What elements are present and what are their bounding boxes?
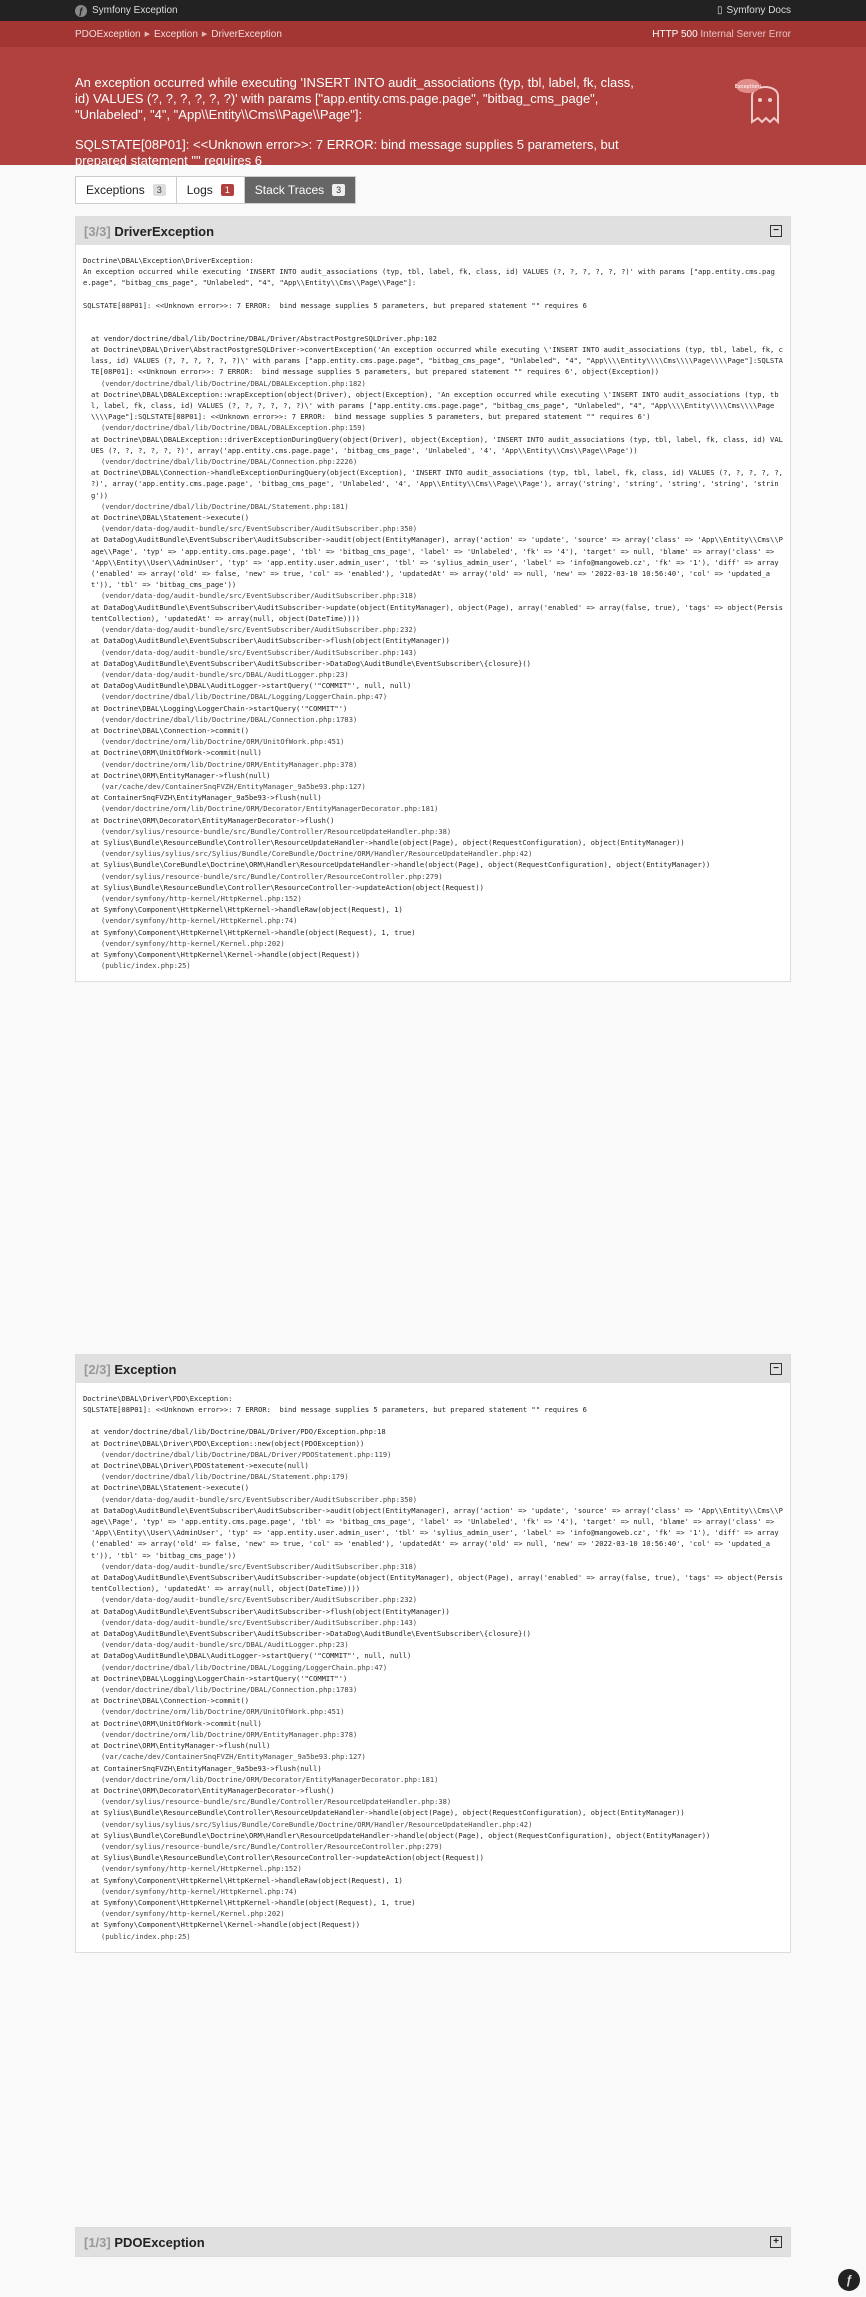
trace-spacer xyxy=(83,1415,783,1426)
collapse-icon[interactable]: − xyxy=(770,1363,782,1375)
trace-call-line: at DataDog\AuditBundle\EventSubscriber\AuditSubscriber->audit(object(EntityManager), array('action' => 'update', 'source' => array('class' => 'App\\Entity\\Cms\\Page\\Page', 'typ' => 'app.entity.cms.page.page', 'tbl' => 'bitbag_cms_page', 'label' => 'Unlabeled', 'fk' => '4'), 'target' => null, 'blame' => array('class' => 'App\\Entity\\User\\AdminUser', 'typ' => 'app.entity.user.admin_user', 'tbl' => 'sylius_admin_user', 'label' => 'info@mangoweb.cz', 'fk' => '1'), 'diff' => array('enabled' => array('old' => false, 'new' => true, 'col' => 'enabled'), 'updatedAt' => array('old' => null, 'new' => '2022-03-10 10:56:40', 'col' => 'updated_at')), 'tbl' => 'bitbag_cms_page')) xyxy=(91,535,783,590)
tab-logs[interactable] xyxy=(177,177,245,203)
trace-file-line: (vendor/doctrine/orm/lib/Doctrine/ORM/EntityManager.php:378) xyxy=(101,1729,358,1739)
exception-message-sqlstate: SQLSTATE[08P01]: <<Unknown error>>: 7 ERROR: bind message supplies 5 parameters, but prepared statement "" requires 6 xyxy=(75,137,619,168)
brand[interactable] xyxy=(75,5,178,17)
trace-file-line: (vendor/doctrine/orm/lib/Doctrine/ORM/UnitOfWork.php:451) xyxy=(101,737,345,747)
trace-call-line: at DataDog\AuditBundle\EventSubscriber\AuditSubscriber->audit(object(EntityManager), array('action' => 'update', 'source' => array('class' => 'App\\Entity\\Cms\\Page\\Page', 'typ' => 'app.entity.cms.page.page', 'tbl' => 'bitbag_cms_page', 'label' => 'Unlabeled', 'fk' => '4'), 'target' => null, 'blame' => array('class' => 'App\\Entity\\User\\AdminUser', 'typ' => 'app.entity.user.admin_user', 'tbl' => 'sylius_admin_user', 'label' => 'info@mangoweb.cz', 'fk' => '1'), 'diff' => array('enabled' => array('old' => false, 'new' => true, 'col' => 'enabled'), 'updatedAt' => array('old' => null, 'new' => '2022-03-10 10:56:40', 'col' => 'updated_at')), 'tbl' => 'bitbag_cms_page')) xyxy=(91,1505,783,1560)
trace-file-line: (vendor/data-dog/audit-bundle/src/DBAL/AuditLogger.php:23) xyxy=(101,1640,349,1650)
tab-label: Exceptions xyxy=(86,183,145,197)
breadcrumb-item[interactable]: DriverException xyxy=(211,28,282,40)
trace-file-line: (vendor/data-dog/audit-bundle/src/EventSubscriber/AuditSubscriber.php:350) xyxy=(101,524,418,534)
trace-call-line: at Symfony\Component\HttpKernel\HttpKernel->handle(object(Request), 1, true) xyxy=(91,1897,416,1907)
trace-file-line: (vendor/sylius/resource-bundle/src/Bundle/Controller/ResourceUpdateHandler.php:38) xyxy=(101,826,452,836)
trace-call-line: at Symfony\Component\HttpKernel\HttpKernel->handle(object(Request), 1, true) xyxy=(91,927,416,937)
trace-file-line: (var/cache/dev/ContainerSnqFVZH/EntityManager_9a5be93.php:127) xyxy=(101,1752,366,1762)
trace-call-line: at DataDog\AuditBundle\EventSubscriber\AuditSubscriber->DataDog\AuditBundle\EventSubscriber\{closure}() xyxy=(91,1629,531,1639)
trace-file-line: (vendor/doctrine/dbal/lib/Doctrine/DBAL/Connection.php:1783) xyxy=(101,714,358,724)
count-badge: 1 xyxy=(221,184,234,196)
trace-spacer xyxy=(83,311,783,322)
trace-call-line: at DataDog\AuditBundle\EventSubscriber\AuditSubscriber->update(object(EntityManager), object(Page), array('enabled' => array(false, true), 'tags' => object(PersistentCollection), 'updatedAt' => array(null, object(DateTime)))) xyxy=(91,602,783,623)
exception-message-line: An exception occurred while executing 'INSERT INTO audit_associations (typ, tbl, label, fk, class, id) VALUES (?, ?, ?, ?, ?, ?)' with params ["app.entity.cms.page.page", "bitbag_cms_page", "Unlabeled", "4", "App\\Entity\\Cms\\Page\\Page"]: xyxy=(75,75,634,122)
trace-call-line: at DataDog\AuditBundle\DBAL\AuditLogger->startQuery('"COMMIT"', null, null) xyxy=(91,1651,412,1661)
tab-exceptions[interactable] xyxy=(76,177,177,203)
http-text: Internal Server Error xyxy=(700,28,791,40)
error-header xyxy=(0,21,866,168)
breadcrumb xyxy=(0,21,866,47)
trace-file-line: (vendor/doctrine/dbal/lib/Doctrine/DBAL/Statement.php:179) xyxy=(101,1472,349,1482)
count-badge: 3 xyxy=(153,184,166,196)
trace-file-line: (vendor/doctrine/orm/lib/Doctrine/ORM/Decorator/EntityManagerDecorator.php:181) xyxy=(101,1774,439,1784)
svg-text:Exception!: Exception! xyxy=(734,84,762,90)
trace-file-line: (var/cache/dev/ContainerSnqFVZH/EntityManager_9a5be93.php:127) xyxy=(101,781,366,791)
symfony-logo-icon: ƒ xyxy=(75,5,87,17)
brand-label: Symfony Exception xyxy=(92,5,178,16)
trace-call-line: at Doctrine\DBAL\Driver\PDOStatement->execute(null) xyxy=(91,1461,309,1471)
exception-message xyxy=(0,47,720,169)
expand-icon[interactable]: + xyxy=(770,2236,782,2248)
trace-call-line: at Doctrine\DBAL\Logging\LoggerChain->startQuery('"COMMIT"') xyxy=(91,703,348,713)
trace-file-line: (vendor/doctrine/dbal/lib/Doctrine/DBAL/DBALException.php:182) xyxy=(101,378,366,388)
top-bar xyxy=(0,0,866,21)
trace-file-line: (vendor/symfony/http-kernel/HttpKernel.php:152) xyxy=(101,893,302,903)
trace-call-line: at Doctrine\DBAL\Connection->commit() xyxy=(91,1696,250,1706)
trace-text-line: SQLSTATE[08P01]: <<Unknown error>>: 7 ERROR: bind message supplies 5 parameters, but prepared statement "" requires 6 xyxy=(83,300,587,310)
chevron-right-icon: ▶ xyxy=(144,31,150,38)
trace-call-line: at Doctrine\DBAL\Connection->commit() xyxy=(91,725,250,735)
trace-call-line: at DataDog\AuditBundle\EventSubscriber\AuditSubscriber->flush(object(EntityManager)) xyxy=(91,1606,450,1616)
trace-file-line: (vendor/symfony/http-kernel/HttpKernel.php:74) xyxy=(101,1886,298,1896)
exception-ghost-icon xyxy=(734,76,794,136)
trace-header[interactable] xyxy=(76,1355,790,1383)
book-icon: ▯ xyxy=(717,5,723,16)
trace-file-line: (vendor/data-dog/audit-bundle/src/EventSubscriber/AuditSubscriber.php:318) xyxy=(101,591,418,601)
trace-header[interactable] xyxy=(76,217,790,245)
trace-title: PDOException xyxy=(114,2234,205,2250)
trace-call-line: at Doctrine\ORM\EntityManager->flush(null) xyxy=(91,1741,271,1751)
trace-file-line: (vendor/sylius/resource-bundle/src/Bundle/Controller/ResourceController.php:279) xyxy=(101,871,443,881)
trace-call-line: at Doctrine\ORM\Decorator\EntityManagerDecorator->flush() xyxy=(91,815,335,825)
trace-file-line: (vendor/doctrine/dbal/lib/Doctrine/DBAL/Statement.php:181) xyxy=(101,501,349,511)
trace-header[interactable] xyxy=(76,2228,790,2256)
trace-call-line: at Doctrine\DBAL\Driver\AbstractPostgreSQLDriver->convertException('An exception occurred while executing \'INSERT INTO audit_associations (typ, tbl, label, fk, class, id) VALUES (?, ?, ?, ?, ?, ?)\' with params ["app.entity.cms.page.page", "bitbag_cms_page", "Unlabeled", "4", "App\\\\Entity\\\\Cms\\\\Page\\\\Page"]:SQLSTATE[08P01]: <<Unknown error>>: 7 ERROR: bind message supplies 5 parameters, but prepared statement "" requires 6', object(Exception)) xyxy=(91,345,783,377)
stack-trace-panel xyxy=(75,1354,791,1953)
trace-call-line: at Sylius\Bundle\ResourceBundle\Controller\ResourceController->updateAction(object(Request)) xyxy=(91,1853,484,1863)
trace-call-line: at DataDog\AuditBundle\EventSubscriber\AuditSubscriber->flush(object(EntityManager)) xyxy=(91,636,450,646)
trace-file-line: (vendor/symfony/http-kernel/HttpKernel.php:152) xyxy=(101,1864,302,1874)
chevron-right-icon: ▶ xyxy=(201,31,208,38)
trace-file-line: (vendor/symfony/http-kernel/Kernel.php:202) xyxy=(101,1909,285,1919)
docs-label: Symfony Docs xyxy=(726,5,791,16)
trace-spacer xyxy=(83,322,783,333)
trace-title: DriverException xyxy=(114,223,215,239)
trace-call-line: at ContainerSnqFVZH\EntityManager_9a5be93->flush(null) xyxy=(91,1763,322,1773)
breadcrumb-item[interactable]: PDOException xyxy=(75,28,141,40)
trace-file-line: (vendor/sylius/sylius/src/Sylius/Bundle/CoreBundle/Doctrine/ORM/Handler/ResourceUpdateHandler.php:42) xyxy=(101,849,533,859)
count-badge: 3 xyxy=(332,184,345,196)
trace-file-line: (vendor/sylius/resource-bundle/src/Bundle/Controller/ResourceController.php:279) xyxy=(101,1841,443,1851)
trace-file-line: (public/index.php:25) xyxy=(101,961,191,971)
docs-link[interactable] xyxy=(717,5,791,16)
trace-body xyxy=(76,245,790,981)
trace-file-line: (vendor/data-dog/audit-bundle/src/EventSubscriber/AuditSubscriber.php:143) xyxy=(101,647,418,657)
trace-file-line: (vendor/doctrine/dbal/lib/Doctrine/DBAL/Logging/LoggerChain.php:47) xyxy=(101,1662,388,1672)
trace-call-line: at Doctrine\DBAL\DBALException::wrapException(object(Driver), object(Exception), 'An exception occurred while executing \'INSERT INTO audit_associations (typ, tbl, label, fk, class, id) VALUES (?, ?, ?, ?, ?, ?)\' with params ["app.entity.cms.page.page", "bitbag_cms_page", "Unlabeled", "4", "App\\\\Entity\\\\Cms\\\\Page\\\\Page"]:SQLSTATE[08P01]: <<Unknown error>>: 7 ERROR: bind message supplies 5 parameters, but prepared statement "" requires 6') xyxy=(91,389,779,422)
trace-file-line: (vendor/sylius/sylius/src/Sylius/Bundle/CoreBundle/Doctrine/ORM/Handler/ResourceUpdateHandler.php:42) xyxy=(101,1819,533,1829)
trace-file-line: (vendor/doctrine/dbal/lib/Doctrine/DBAL/Connection.php:2226) xyxy=(101,457,358,467)
trace-text-line: An exception occurred while executing 'INSERT INTO audit_associations (typ, tbl, label, fk, class, id) VALUES (?, ?, ?, ?, ?, ?)' with params ["app.entity.cms.page.page", "bitbag_cms_page", "Unlabeled", "4", "App\\Entity\\Cms\\Page\\Page"]: xyxy=(83,267,775,288)
trace-file-line: (vendor/doctrine/orm/lib/Doctrine/ORM/EntityManager.php:378) xyxy=(101,759,358,769)
trace-call-line: at Symfony\Component\HttpKernel\HttpKernel->handleRaw(object(Request), 1) xyxy=(91,905,403,915)
trace-call-line: at Doctrine\DBAL\Statement->execute() xyxy=(91,513,250,523)
trace-body xyxy=(76,1383,790,1952)
trace-call-line: at DataDog\AuditBundle\DBAL\AuditLogger->startQuery('"COMMIT"', null, null) xyxy=(91,681,412,691)
trace-call-line: at Doctrine\DBAL\Statement->execute() xyxy=(91,1483,250,1493)
trace-call-line: at Sylius\Bundle\ResourceBundle\Controller\ResourceUpdateHandler->handle(object(Page), object(RequestConfiguration), object(EntityManager)) xyxy=(91,837,685,847)
trace-call-line: at Doctrine\DBAL\Driver\PDO\Exception::new(object(PDOException)) xyxy=(91,1438,365,1448)
trace-file-line: (vendor/data-dog/audit-bundle/src/EventSubscriber/AuditSubscriber.php:143) xyxy=(101,1617,418,1627)
trace-file-line: (vendor/doctrine/dbal/lib/Doctrine/DBAL/DBALException.php:159) xyxy=(101,423,366,433)
trace-call-line: at Sylius\Bundle\CoreBundle\Doctrine\ORM\Handler\ResourceUpdateHandler->handle(object(Page), object(RequestConfiguration), object(EntityManager)) xyxy=(91,1830,711,1840)
trace-file-line: (vendor/doctrine/orm/lib/Doctrine/ORM/UnitOfWork.php:451) xyxy=(101,1707,345,1717)
trace-file-line: (vendor/doctrine/orm/lib/Doctrine/ORM/Decorator/EntityManagerDecorator.php:181) xyxy=(101,804,439,814)
trace-call-line: at Doctrine\ORM\Decorator\EntityManagerDecorator->flush() xyxy=(91,1785,335,1795)
trace-text-line: Doctrine\DBAL\Driver\PDO\Exception: xyxy=(83,1394,233,1403)
stack-trace-panel xyxy=(75,216,791,982)
trace-call-line: at vendor/doctrine/dbal/lib/Doctrine/DBAL/Driver/PDO/Exception.php:18 xyxy=(91,1427,386,1437)
trace-call-line: at Symfony\Component\HttpKernel\HttpKernel->handleRaw(object(Request), 1) xyxy=(91,1875,403,1885)
trace-call-line: at Sylius\Bundle\CoreBundle\Doctrine\ORM\Handler\ResourceUpdateHandler->handle(object(Page), object(RequestConfiguration), object(EntityManager)) xyxy=(91,860,711,870)
trace-call-line: at DataDog\AuditBundle\EventSubscriber\AuditSubscriber->update(object(EntityManager), object(Page), array('enabled' => array(false, true), 'tags' => object(PersistentCollection), 'updatedAt' => array(null, object(DateTime)))) xyxy=(91,1573,783,1594)
tab-label: Logs xyxy=(186,183,213,197)
trace-file-line: (vendor/doctrine/dbal/lib/Doctrine/DBAL/Driver/PDOStatement.php:119) xyxy=(101,1449,392,1459)
trace-file-line: (public/index.php:25) xyxy=(101,1931,191,1941)
trace-file-line: (vendor/data-dog/audit-bundle/src/EventSubscriber/AuditSubscriber.php:350) xyxy=(101,1494,418,1504)
trace-call-line: at Doctrine\ORM\EntityManager->flush(null) xyxy=(91,770,271,780)
trace-title: Exception xyxy=(114,1361,177,1377)
collapse-icon[interactable]: − xyxy=(770,225,782,237)
trace-text-line: Doctrine\DBAL\Exception\DriverException: xyxy=(83,256,254,265)
trace-call-line: at Symfony\Component\HttpKernel\Kernel->handle(object(Request)) xyxy=(91,1920,361,1930)
trace-call-line: at Doctrine\DBAL\Connection->handleExceptionDuringQuery(object(Exception), 'INSERT INTO audit_associations (typ, tbl, label, fk, class, id) VALUES (?, ?, ?, ?, ?, ?)', array('app.entity.cms.page.page', 'bitbag_cms_page', 'Unlabeled', '4', 'App\\Entity\\Cms\\Page\\Page'), array('string', 'string', 'string', 'string', 'string')) xyxy=(91,468,788,500)
trace-text-line: SQLSTATE[08P01]: <<Unknown error>>: 7 ERROR: bind message supplies 5 parameters, but prepared statement "" requires 6 xyxy=(83,1405,587,1415)
trace-call-line: at Doctrine\ORM\UnitOfWork->commit(null) xyxy=(91,748,262,758)
trace-file-line: (vendor/data-dog/audit-bundle/src/EventSubscriber/AuditSubscriber.php:232) xyxy=(101,625,418,635)
trace-file-line: (vendor/symfony/http-kernel/HttpKernel.php:74) xyxy=(101,916,298,926)
trace-call-line: at DataDog\AuditBundle\EventSubscriber\AuditSubscriber->DataDog\AuditBundle\EventSubscriber\{closure}() xyxy=(91,658,531,668)
tab-label: Stack Traces xyxy=(254,183,325,197)
trace-file-line: (vendor/symfony/http-kernel/Kernel.php:202) xyxy=(101,938,285,948)
http-code: HTTP 500 xyxy=(652,28,698,40)
http-status xyxy=(652,29,791,40)
trace-index: [2/3] xyxy=(84,1361,111,1377)
trace-call-line: at Doctrine\ORM\UnitOfWork->commit(null) xyxy=(91,1718,262,1728)
trace-call-line: at Symfony\Component\HttpKernel\Kernel->handle(object(Request)) xyxy=(91,949,361,959)
trace-index: [1/3] xyxy=(84,2234,111,2250)
trace-spacer xyxy=(83,289,783,300)
trace-file-line: (vendor/data-dog/audit-bundle/src/EventSubscriber/AuditSubscriber.php:232) xyxy=(101,1595,418,1605)
breadcrumb-item[interactable]: Exception xyxy=(153,28,198,40)
trace-file-line: (vendor/data-dog/audit-bundle/src/DBAL/AuditLogger.php:23) xyxy=(101,669,349,679)
trace-index: [3/3] xyxy=(84,223,111,239)
trace-file-line: (vendor/data-dog/audit-bundle/src/EventSubscriber/AuditSubscriber.php:318) xyxy=(101,1561,418,1571)
trace-file-line: (vendor/doctrine/dbal/lib/Doctrine/DBAL/Logging/LoggerChain.php:47) xyxy=(101,692,388,702)
trace-call-line: at vendor/doctrine/dbal/lib/Doctrine/DBAL/Driver/AbstractPostgreSQLDriver.php:102 xyxy=(91,333,437,343)
trace-call-line: at ContainerSnqFVZH\EntityManager_9a5be93->flush(null) xyxy=(91,793,322,803)
trace-file-line: (vendor/doctrine/dbal/lib/Doctrine/DBAL/Connection.php:1783) xyxy=(101,1685,358,1695)
trace-file-line: (vendor/sylius/resource-bundle/src/Bundle/Controller/ResourceUpdateHandler.php:38) xyxy=(101,1797,452,1807)
tab-bar xyxy=(75,176,356,204)
trace-call-line: at Doctrine\DBAL\DBALException::driverExceptionDuringQuery(object(Driver), object(Exception), 'INSERT INTO audit_associations (typ, tbl, label, fk, class, id) VALUES (?, ?, ?, ?, ?, ?)', array('app.entity.cms.page.page', 'bitbag_cms_page', 'Unlabeled', '4', 'App\\Entity\\Cms\\Page\\Page')) xyxy=(91,434,783,455)
trace-call-line: at Sylius\Bundle\ResourceBundle\Controller\ResourceUpdateHandler->handle(object(Page), object(RequestConfiguration), object(EntityManager)) xyxy=(91,1808,685,1818)
stack-trace-panel-collapsed xyxy=(75,2227,791,2257)
trace-call-line: at Doctrine\DBAL\Logging\LoggerChain->startQuery('"COMMIT"') xyxy=(91,1673,348,1683)
symfony-toolbar-icon[interactable]: ƒ xyxy=(838,2269,860,2291)
tab-stack-traces[interactable] xyxy=(245,177,355,203)
trace-call-line: at Sylius\Bundle\ResourceBundle\Controller\ResourceController->updateAction(object(Request)) xyxy=(91,882,484,892)
